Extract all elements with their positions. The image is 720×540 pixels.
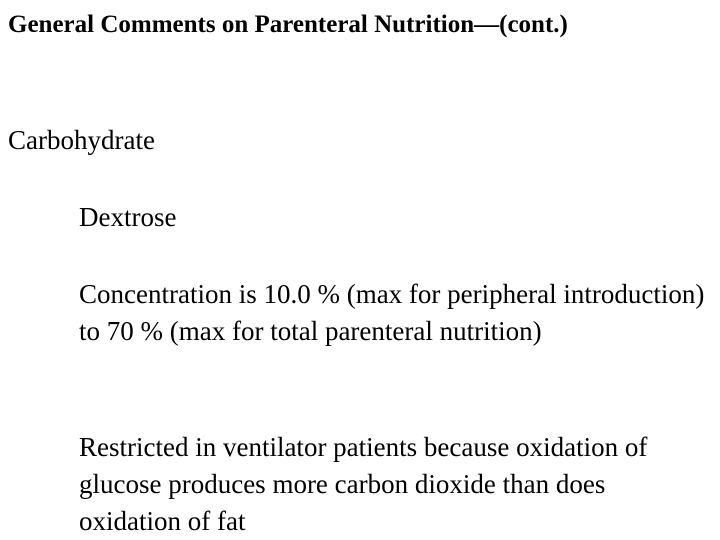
bullet-item: Concentration is 10.0 % (max for peripheral introduction) to 70 % (max for total parenteral nutrition) xyxy=(79,279,705,346)
bullet-item: Dextrose xyxy=(79,202,177,232)
bullet-item: Restricted in ventilator patients because oxidation of glucose produces more carbon dioxide than does oxidation of fat xyxy=(79,432,648,536)
section-heading: Carbohydrate xyxy=(8,125,155,155)
slide-title: General Comments on Parenteral Nutrition—(cont.) xyxy=(8,11,568,38)
